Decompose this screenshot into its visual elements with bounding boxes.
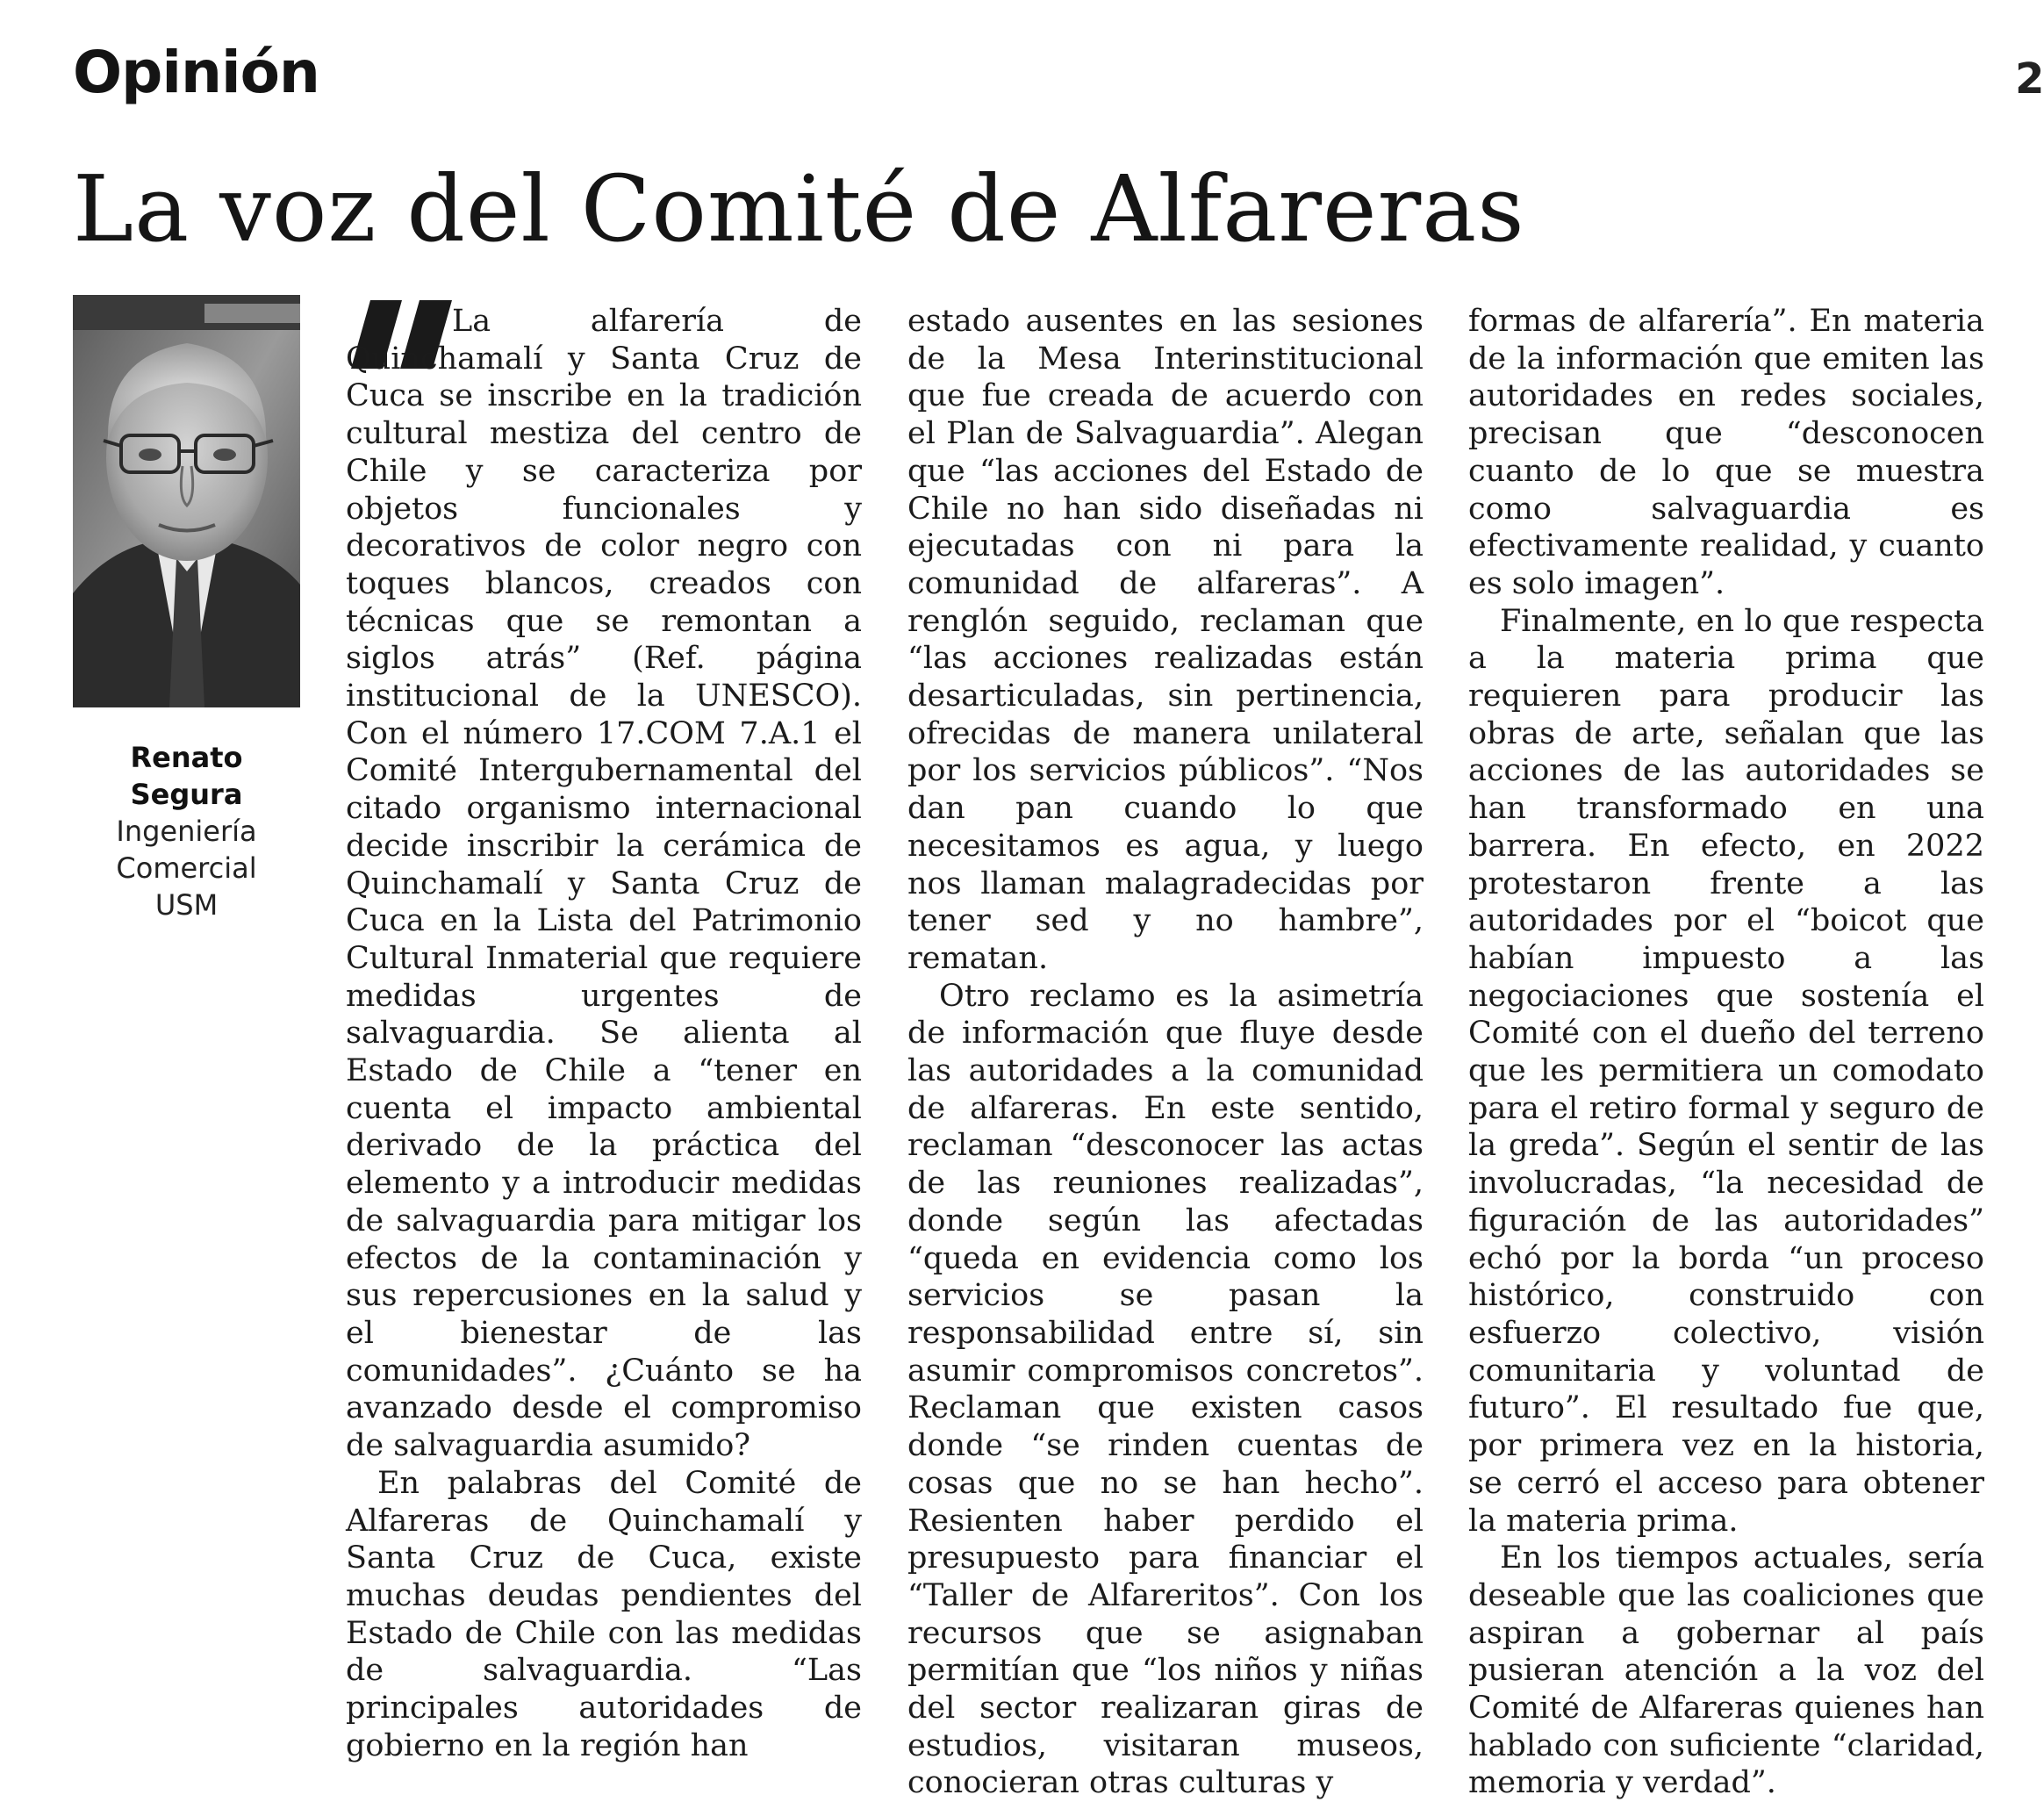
article-paragraph: En palabras del Comité de Alfareras de Quinchamalí y Santa Cruz de Cuca, existe muchas deudas pendientes del Estado de Chile con las medidas de salvaguardia. “Las principales autoridades de gobierno en la región han — [346, 1465, 862, 1763]
article-paragraph: Finalmente, en lo que respecta a la materia prima que requieren para producir las obras de arte, señalan que las acciones de las autoridades se han transformado en una barrera. En efecto, en 2022 protestaron frente a las autoridades por el “boicot que habían impuesto a las negociaciones que sostenía el Comité con el dueño del terreno que les permitiera un comodato para el retiro formal y seguro de la greda”. Según el sentir de las involucradas, “la necesidad de figuración de las autoridades” echó por la borda “un proceso histórico, construido con esfuerzo colectivo, visión comunitaria y voluntad de futuro”. El resultado fue que, por primera vez en la historia, se cerró el acceso para obtener la materia prima. — [1468, 603, 1984, 1539]
article-column-1 — [346, 303, 862, 1764]
article-column-3 — [1468, 303, 1984, 1802]
section-label: Opinión — [73, 39, 319, 106]
article-paragraph: formas de alfarería”. En materia de la información que emiten las autoridades en redes sociales, precisan que “desconocen cuanto de lo que se muestra como salvaguardia es efectivamente realidad, y cuanto es solo imagen”. — [1468, 304, 1984, 601]
headline: La voz del Comité de Alfareras — [73, 155, 1525, 262]
author-name: Renato — [130, 741, 243, 774]
author-role: Ingeniería — [116, 815, 257, 848]
article-paragraph: La alfarería de Quinchamalí y Santa Cruz de Cuca se inscribe en la tradición cultural mestiza del centro de Chile y se caracteriza por objetos funcionales y decorativos de color negro con toques blancos, creados con técnicas que se remontan a siglos atrás” (Ref. página institucional de la UNESCO). Con el número 17.COM 7.A.1 el Comité Intergubernamental del citado organismo internacional decide inscribir la cerámica de Quinchamalí y Santa Cruz de Cuca en la Lista del Patrimonio Cultural Inmaterial que requiere medidas urgentes de salvaguardia. Se alienta al Estado de Chile a “tener en cuenta el impacto ambiental derivado de la práctica del elemento y a introducir medidas de salvaguardia para mitigar los efectos de la contaminación y sus repercusiones en la salud y el bienestar de las comunidades”. ¿Cuánto se ha avanzado desde el compromiso de salvaguardia asumido? — [346, 304, 862, 1464]
article-column-2 — [907, 303, 1424, 1802]
article-paragraph: En los tiempos actuales, sería deseable que las coaliciones que aspiran a gobernar al país pusieran atención a la voz del Comité de Alfareras quienes han hablado con suficiente “claridad, memoria y verdad”. — [1468, 1540, 1984, 1801]
author-affiliation: USM — [154, 888, 219, 922]
author-byline — [73, 739, 300, 923]
article-paragraph: Otro reclamo es la asimetría de información que fluye desde las autoridades a la comunidad de alfareras. En este sentido, reclaman “desconocer las actas de las reuniones realizadas”, donde según las afectadas “queda en evidencia como los servicios se pasan la responsabilidad entre sí, sin asumir compromisos concretos”. Reclaman que existen casos donde “se rinden cuentas de cosas que no se han hecho”. Resienten haber perdido el presupuesto para financiar el “Taller de Alfareritos”. Con los recursos que se asignaban permitían que “los niños y niñas del sector realizaran giras de estudios, visitaran museos, conocieran otras culturas y — [907, 978, 1424, 1801]
author-name: Segura — [130, 778, 243, 811]
article-paragraph: estado ausentes en las sesiones de la Mesa Interinstitucional que fue creada de acuerdo con el Plan de Salvaguardia”. Alegan que “las acciones del Estado de Chile no han sido diseñadas ni ejecutadas con ni para la comunidad de alfareras”. A renglón seguido, reclaman que “las acciones realizadas están desarticuladas, sin pertinencia, ofrecidas de manera unilateral por los servicios públicos”. “Nos dan pan cuando lo que necesitamos es agua, y luego nos llaman malagradecidas por tener sed y no hambre”, rematan. — [907, 304, 1424, 976]
author-photo — [73, 295, 300, 707]
page-edge-mark: 2 — [2015, 54, 2044, 104]
drop-quote-indent — [346, 322, 452, 331]
author-role: Comercial — [116, 851, 257, 885]
